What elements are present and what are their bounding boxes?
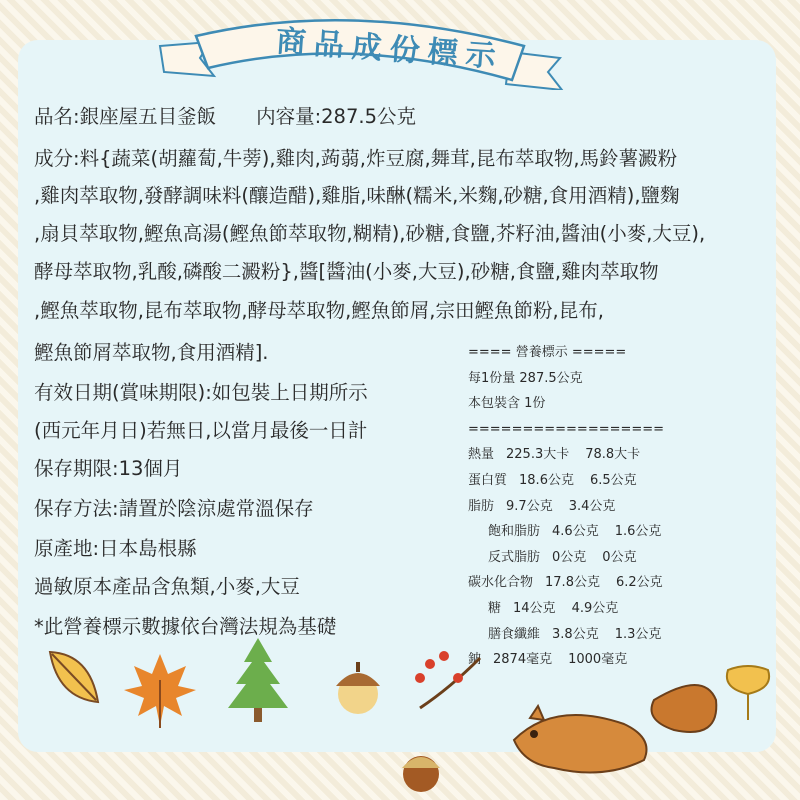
ingredients-line-4: 酵母萃取物,乳酸,磷酸二澱粉},醬[醬油(小麥,大豆),砂糖,食鹽,雞肉萃取物 <box>34 260 659 283</box>
nutrition-row <box>468 596 768 622</box>
nutrient-name: 飽和脂肪 <box>488 524 541 540</box>
per-serving-value: 0公克 <box>552 549 587 565</box>
ginkgo-leaf-icon <box>718 664 778 724</box>
nutrition-divider: ================== <box>468 421 665 437</box>
ingredients-line-6: 鰹魚節屑萃取物,食用酒精]. <box>34 341 269 364</box>
nutrition-row <box>468 442 768 468</box>
nutrient-name: 脂肪 <box>468 498 495 514</box>
net-content: 内容量:287.5公克 <box>256 105 416 128</box>
ingredients-line-5: ,鰹魚萃取物,昆布萃取物,酵母萃取物,鰹魚節屑,宗田鰹魚節粉,昆布, <box>34 299 604 322</box>
nutrient-name: 膳食纖維 <box>488 626 541 642</box>
nutrition-row <box>468 494 768 520</box>
per-100g-value: 6.2公克 <box>615 575 663 591</box>
per-100g-value: 1.6公克 <box>614 524 662 540</box>
acorn-icon <box>398 742 444 794</box>
per-100g-value: 3.4公克 <box>568 498 616 514</box>
nutrient-name: 糖 <box>488 600 502 616</box>
per-serving-value: 2874毫克 <box>493 652 553 668</box>
page-title: 商品成份標示 <box>274 24 505 75</box>
squirrel-icon <box>494 660 724 790</box>
per-100g-value: 1000毫克 <box>568 652 628 668</box>
per-serving-value: 3.8公克 <box>552 626 599 642</box>
pine-tree-icon <box>226 636 290 724</box>
acorn-icon <box>332 656 384 716</box>
nutrient-name: 熱量 <box>468 447 495 463</box>
ingredients-line-3: ,扇貝萃取物,鰹魚高湯(鰹魚節萃取物,糊精),砂糖,食鹽,芥籽油,醬油(小麥,大豆), <box>34 222 706 245</box>
maple-leaf-icon <box>120 650 200 730</box>
ingredients-line-1: 成分:料{蔬菜(胡蘿蔔,牛蒡),雞肉,蒟蒻,炸豆腐,舞茸,昆布萃取物,馬鈴薯澱粉 <box>34 147 678 170</box>
nutrition-row <box>468 622 768 648</box>
nutrition-row <box>468 519 768 545</box>
allergen-info: 過敏原本產品含魚類,小麥,大豆 <box>34 575 300 598</box>
per-serving-value: 9.7公克 <box>506 498 553 514</box>
nutrition-header: ==== 營養標示 ===== <box>468 345 627 360</box>
per-100g-value: 78.8大卡 <box>585 447 641 463</box>
servings-per-package: 本包裝含 1份 <box>468 396 546 412</box>
per-100g-value: 1.3公克 <box>614 626 662 642</box>
per-100g-value: 4.9公克 <box>571 600 619 616</box>
expiry-line-1: 有效日期(賞味期限):如包裝上日期所示 <box>34 381 368 404</box>
leaf-icon <box>44 646 104 710</box>
nutrient-name: 反式脂肪 <box>488 549 541 565</box>
regulation-note: *此營養標示數據依台灣法規為基礎 <box>34 615 337 638</box>
nutrition-row <box>468 570 768 596</box>
nutrition-row <box>468 545 768 571</box>
berry-branch-icon <box>410 648 490 718</box>
nutrition-row <box>468 468 768 494</box>
storage-method: 保存方法:請置於陰涼處常溫保存 <box>34 497 314 520</box>
per-serving-value: 18.6公克 <box>519 472 574 488</box>
per-serving-value: 14公克 <box>513 600 556 616</box>
per-100g-value: 6.5公克 <box>589 472 637 488</box>
product-name-line <box>34 104 416 130</box>
per-100g-value: 0公克 <box>602 549 637 565</box>
per-serving-value: 4.6公克 <box>552 524 599 540</box>
shelf-life: 保存期限:13個月 <box>34 457 183 480</box>
per-serving-value: 225.3大卡 <box>506 447 570 463</box>
ingredients-line-2: ,雞肉萃取物,發酵調味料(釀造醋),雞脂,味醂(糯米,米麴,砂糖,食用酒精),鹽麴 <box>34 184 680 207</box>
nutrition-facts <box>468 340 768 673</box>
nutrient-name: 碳水化合物 <box>468 575 534 591</box>
serving-size: 每1份量 287.5公克 <box>468 370 583 386</box>
origin: 原產地:日本島根縣 <box>34 537 197 560</box>
expiry-line-2: (西元年月日)若無日,以當月最後一日計 <box>34 419 368 442</box>
nutrient-name: 鈉 <box>468 652 482 668</box>
per-serving-value: 17.8公克 <box>545 575 600 591</box>
nutrient-name: 蛋白質 <box>468 472 508 488</box>
product-name: 品名:銀座屋五目釜飯 <box>34 105 217 128</box>
